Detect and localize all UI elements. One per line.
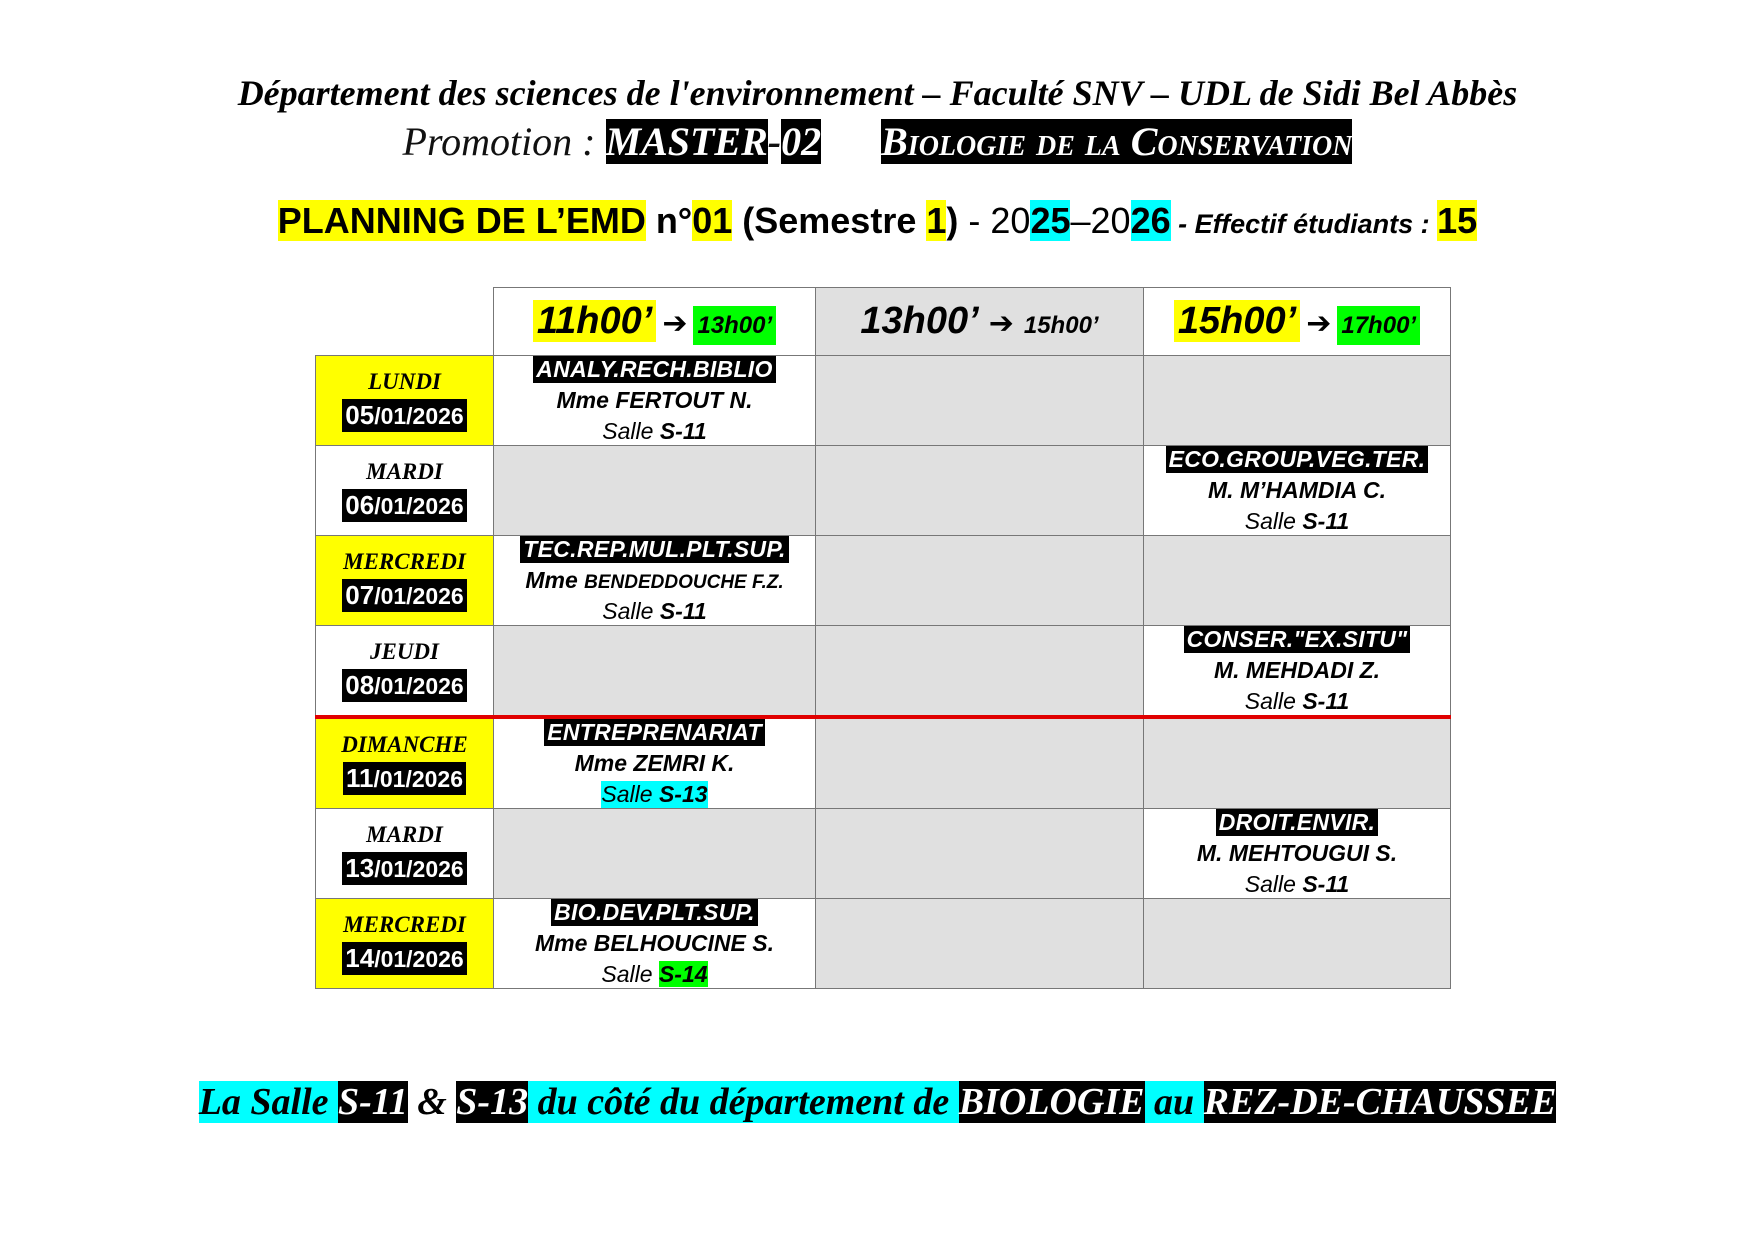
promotion-line (0, 118, 1755, 165)
planning-title: PLANNING DE L’EMD (277, 200, 646, 241)
year-b1: 20 (1090, 200, 1131, 241)
course-code: TEC.REP.MUL.PLT.SUP. (520, 536, 788, 563)
time-slot-header (816, 288, 1144, 356)
room-label: Salle (601, 961, 659, 987)
exam-slot (1144, 626, 1451, 718)
day-name: MARDI (366, 822, 443, 847)
room-label: Salle (1244, 688, 1303, 714)
specialty: Biologie de la Conservation (881, 119, 1353, 164)
teacher-title: Mme (525, 567, 578, 593)
course-code: ANALY.RECH.BIBLIO (533, 356, 775, 383)
day-cell (316, 717, 494, 809)
day-row (316, 356, 1451, 446)
teacher (494, 930, 815, 957)
teacher-name: M’HAMDIA C. (1239, 477, 1387, 503)
arrow-right-icon: ➔ (988, 306, 1014, 341)
promotion-level-b: 02 (781, 119, 822, 164)
day-cell (316, 446, 494, 536)
effectif-value: 15 (1437, 200, 1478, 241)
exam-slot (494, 536, 816, 626)
year-sep: – (1070, 200, 1091, 241)
corner-cell (316, 288, 494, 356)
room-code: S-11 (659, 418, 707, 444)
empty-slot (1144, 899, 1451, 989)
room (602, 418, 706, 445)
year-dash: - (958, 200, 991, 241)
date-month-year: /01/2026 (373, 766, 464, 792)
room (1245, 871, 1349, 898)
day-date (342, 852, 466, 885)
empty-slot (1144, 536, 1451, 626)
arrow-right-icon: ➔ (1306, 306, 1332, 341)
date-month-year: /01/2026 (374, 856, 464, 882)
slot-end: 13h00’ (693, 306, 776, 345)
footer-room-a: S-11 (338, 1081, 408, 1123)
exam-number: 01 (692, 200, 733, 241)
slot-end: 17h00’ (1337, 306, 1420, 345)
day-cell (316, 809, 494, 899)
teacher (1144, 657, 1450, 684)
footer-floor: REZ-DE-CHAUSSEE (1203, 1081, 1557, 1123)
exam-no-prefix: n° (645, 200, 693, 241)
day-date (342, 669, 466, 702)
teacher (1144, 840, 1450, 867)
empty-slot (816, 536, 1144, 626)
planning-title-line (0, 200, 1755, 242)
teacher-name: MEHDADI Z. (1245, 657, 1381, 683)
room (601, 961, 707, 988)
day-date (342, 399, 466, 432)
date-month-year: /01/2026 (374, 493, 464, 519)
semester-open: (Semestre (732, 200, 927, 241)
day-name: MARDI (366, 459, 443, 484)
empty-slot (494, 626, 816, 718)
teacher (494, 567, 815, 594)
date-day: 06 (345, 490, 375, 520)
date-month-year: /01/2026 (374, 946, 464, 972)
room (1245, 508, 1349, 535)
slot-start: 15h00’ (1174, 300, 1300, 342)
day-name: DIMANCHE (341, 732, 468, 757)
room-code: S-13 (658, 781, 708, 807)
teacher-name: BENDEDDOUCHE F.Z. (584, 572, 784, 593)
promotion-level-sep: - (767, 119, 782, 164)
empty-slot (1144, 356, 1451, 446)
teacher (494, 750, 815, 777)
effectif-label: - Effectif étudiants : (1170, 209, 1438, 239)
room-label: Salle (1244, 508, 1303, 534)
exam-schedule-table (315, 287, 1451, 989)
teacher-title: M. (1207, 477, 1234, 503)
room-code: S-11 (1302, 688, 1350, 714)
day-row (316, 899, 1451, 989)
course-code: ENTREPRENARIAT (544, 719, 765, 746)
teacher-title: Mme (574, 750, 628, 776)
day-cell (316, 626, 494, 718)
footer-text-1: La Salle (198, 1081, 339, 1123)
teacher-name: FERTOUT N. (615, 387, 753, 413)
exam-slot (494, 356, 816, 446)
teacher-title: M. (1213, 657, 1240, 683)
room-label: Salle (602, 598, 660, 624)
slot-start: 13h00’ (860, 300, 979, 342)
footer-dept: BIOLOGIE (958, 1081, 1145, 1123)
day-row (316, 536, 1451, 626)
department-title: Département des sciences de l'environnement – Faculté SNV – UDL de Sidi Bel Abbès (237, 73, 1518, 113)
footer-text-2: du côté du département de (528, 1081, 959, 1123)
empty-slot (816, 809, 1144, 899)
course-code: CONSER."EX.SITU" (1184, 626, 1411, 653)
room-label: Salle (602, 418, 660, 444)
teacher-name: MEHTOUGUI S. (1228, 840, 1398, 866)
date-month-year: /01/2026 (374, 403, 464, 429)
teacher-name: ZEMRI K. (633, 750, 735, 776)
slot-end: 15h00’ (1023, 312, 1099, 339)
semester-number: 1 (926, 200, 947, 241)
date-day: 08 (345, 670, 375, 700)
room-code: S-11 (1302, 508, 1350, 534)
year-a1: 20 (990, 200, 1031, 241)
empty-slot (816, 356, 1144, 446)
room (601, 781, 707, 808)
day-row (316, 809, 1451, 899)
teacher-title: Mme (535, 930, 588, 956)
footer-room-b: S-13 (456, 1081, 529, 1123)
day-date (343, 762, 466, 795)
empty-slot (816, 626, 1144, 718)
room (602, 598, 706, 625)
day-name: JEUDI (369, 639, 439, 664)
day-date (342, 942, 466, 975)
exam-slot (1144, 446, 1451, 536)
footer-note (0, 1080, 1755, 1124)
slot-start: 11h00’ (533, 300, 656, 342)
day-name: MERCREDI (343, 912, 466, 937)
course-code: BIO.DEV.PLT.SUP. (551, 899, 758, 926)
course-code: ECO.GROUP.VEG.TER. (1166, 446, 1429, 473)
day-row (316, 626, 1451, 718)
teacher (1144, 477, 1450, 504)
day-name: LUNDI (368, 369, 441, 394)
day-cell (316, 356, 494, 446)
date-day: 11 (345, 763, 374, 793)
room-code: S-11 (659, 598, 707, 624)
empty-slot (816, 717, 1144, 809)
room (1245, 688, 1349, 715)
arrow-right-icon: ➔ (662, 306, 688, 341)
day-name: MERCREDI (343, 549, 466, 574)
day-date (342, 579, 466, 612)
day-row (316, 717, 1451, 809)
room-code: S-11 (1302, 871, 1350, 897)
time-slot-header (1144, 288, 1451, 356)
promotion-label: Promotion : (402, 119, 606, 164)
empty-slot (816, 446, 1144, 536)
date-day: 07 (345, 580, 375, 610)
day-date (342, 489, 466, 522)
course-code: DROIT.ENVIR. (1216, 809, 1379, 836)
teacher-title: M. (1196, 840, 1223, 866)
exam-slot (1144, 809, 1451, 899)
date-day: 14 (345, 943, 375, 973)
day-cell (316, 899, 494, 989)
room-label: Salle (601, 781, 659, 807)
footer-text-3: au (1144, 1081, 1204, 1123)
date-day: 05 (345, 400, 375, 430)
room-label: Salle (1244, 871, 1303, 897)
footer-amp: & (407, 1081, 457, 1123)
teacher (494, 387, 815, 414)
exam-slot (494, 899, 816, 989)
empty-slot (494, 809, 816, 899)
year-a2: 25 (1030, 200, 1071, 241)
exam-slot (494, 717, 816, 809)
room-code: S-14 (658, 961, 708, 987)
empty-slot (1144, 717, 1451, 809)
teacher-title: Mme (556, 387, 609, 413)
semester-close: ) (946, 200, 959, 241)
promotion-level-a: MASTER (605, 119, 768, 164)
teacher-name: BELHOUCINE S. (593, 930, 774, 956)
year-b2: 26 (1130, 200, 1171, 241)
empty-slot (816, 899, 1144, 989)
date-month-year: /01/2026 (374, 583, 464, 609)
date-day: 13 (345, 853, 375, 883)
empty-slot (494, 446, 816, 536)
day-row (316, 446, 1451, 536)
date-month-year: /01/2026 (374, 673, 464, 699)
day-cell (316, 536, 494, 626)
time-slot-header (494, 288, 816, 356)
